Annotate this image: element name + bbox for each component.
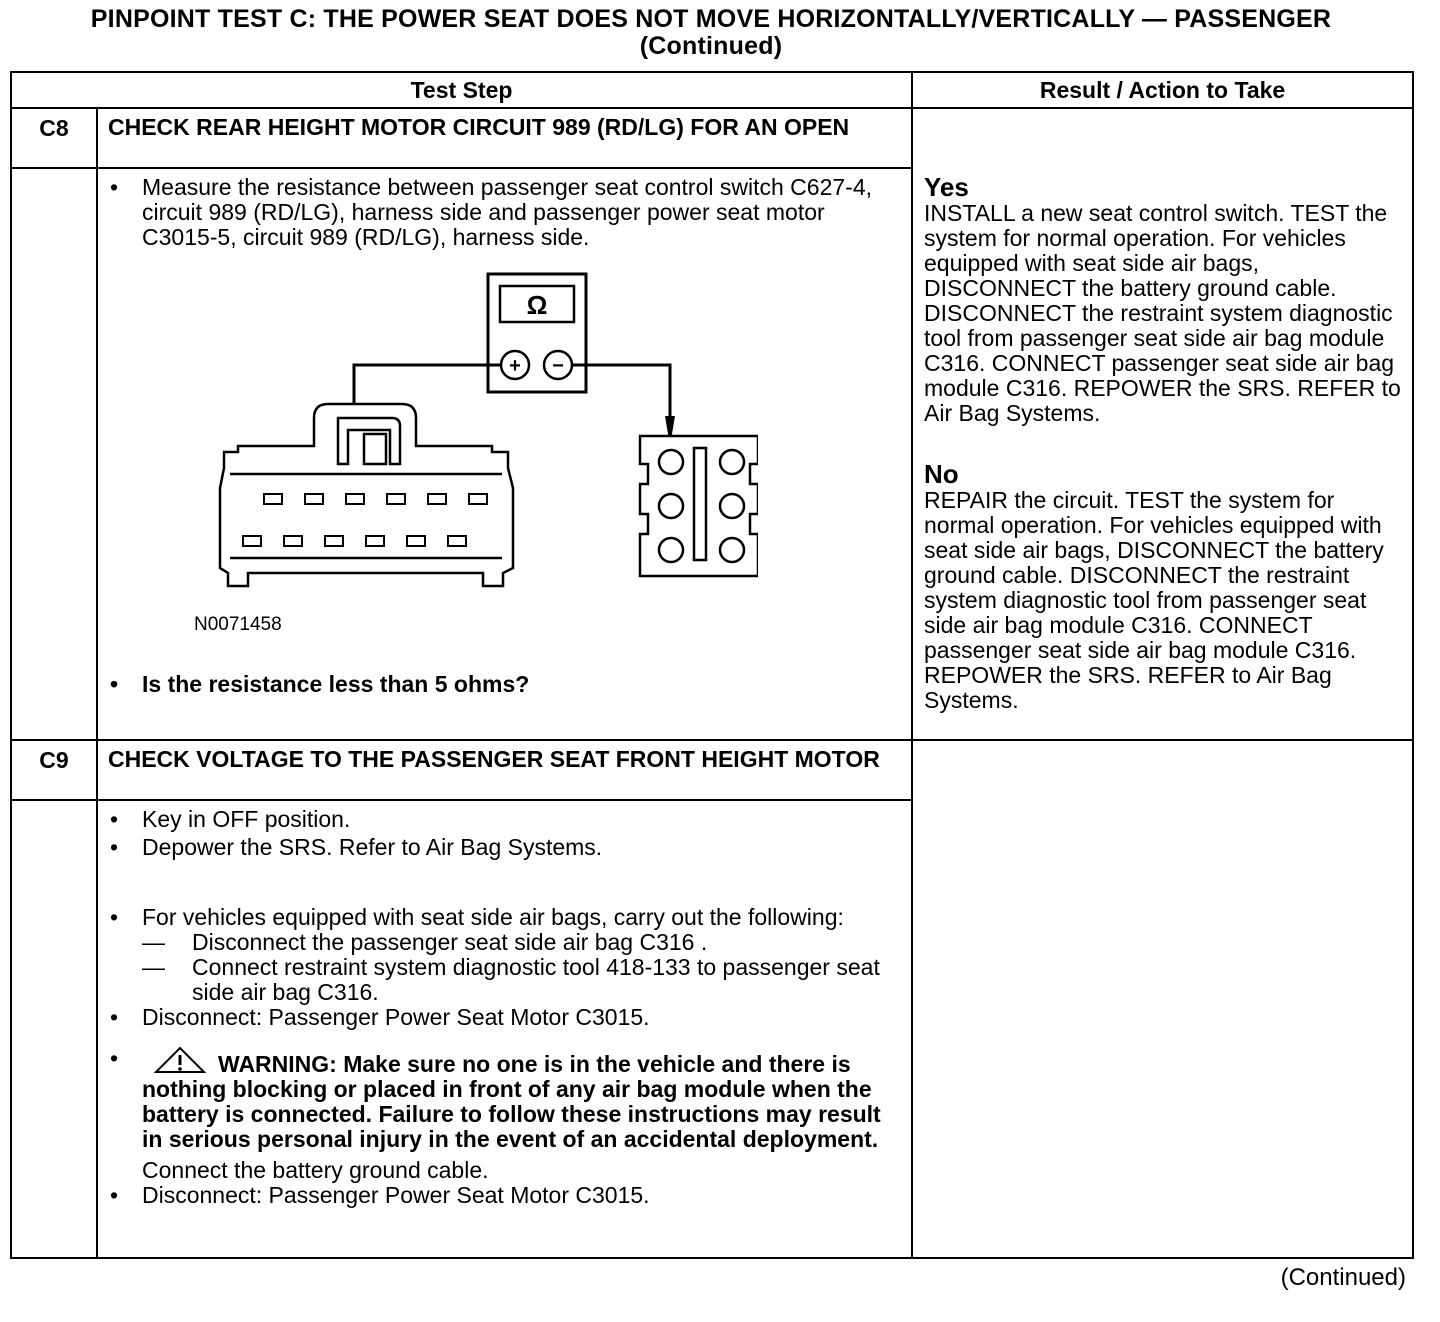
plus-terminal-label: + <box>509 355 521 377</box>
figure-id: N0071458 <box>194 614 282 635</box>
step-title-c8: CHECK REAR HEIGHT MOTOR CIRCUIT 989 (RD/LG) FOR AN OPEN <box>97 108 912 168</box>
continued-footer: (Continued) <box>1280 1264 1406 1291</box>
title-line-1: PINPOINT TEST C: THE POWER SEAT DOES NOT MOVE HORIZONTALLY/VERTICALLY — PASSENGER <box>90 5 1332 33</box>
result-cell-c8 <box>912 108 1413 740</box>
step-body-c8 <box>97 168 912 740</box>
c9-bullet-3 <box>98 905 903 1005</box>
no-text: REPAIR the circuit. TEST the system for normal operation. For vehicles equipped with seat side air bags, DISCONNECT the battery ground cable. DISCONNECT the restraint system diagnostic tool from passenger seat side air bag module C316. CONNECT passenger seat side air bag module C316. REPOWER the SRS. REFER to Air Bag Systems. <box>924 487 1384 713</box>
yes-heading: Yes <box>924 172 969 202</box>
warning-text: WARNING: Make sure no one is in the vehicle and there is nothing blocking or placed in front of any air bag module when the battery is connected. Failure to follow these instructions may result in serious personal injury in the event of an accidental deployment. <box>142 1051 881 1152</box>
warning-triangle-icon <box>154 1046 206 1074</box>
motor-connector-c3015-icon <box>640 436 758 576</box>
c9-dash-1: — Disconnect the passenger seat side air bag C316 . <box>142 930 903 955</box>
step-id-c8: C8 <box>11 108 97 168</box>
warning-block <box>142 1046 903 1152</box>
ohmmeter-icon <box>488 274 586 392</box>
step-body-c9 <box>97 800 912 1258</box>
minus-terminal-label: − <box>552 355 564 377</box>
step-id-blank-c8 <box>11 168 97 740</box>
c9-bullet-3-text: For vehicles equipped with seat side air bags, carry out the following: <box>142 904 844 930</box>
step-id-blank-c9 <box>11 800 97 1258</box>
c9-bullet-2: • Depower the SRS. Refer to Air Bag Systems. <box>98 835 903 860</box>
c9-warning-item <box>98 1046 903 1183</box>
step-id-c9: C9 <box>11 740 97 800</box>
result-cell-c9 <box>912 740 1413 1258</box>
pinpoint-test-table <box>10 71 1414 1259</box>
no-heading: No <box>924 459 959 489</box>
step-title-c9: CHECK VOLTAGE TO THE PASSENGER SEAT FRONT HEIGHT MOTOR <box>97 740 912 800</box>
header-test-step: Test Step <box>11 72 912 108</box>
ohm-symbol: Ω <box>526 290 548 320</box>
c8-question: • Is the resistance less than 5 ohms? <box>98 672 903 697</box>
c9-bullet-1: • Key in OFF position. <box>98 807 903 832</box>
after-warning-text: Connect the battery ground cable. <box>142 1157 489 1183</box>
header-result: Result / Action to Take <box>912 72 1413 108</box>
c8-measure-item: • Measure the resistance between passenger seat control switch C627-4, circuit 989 (RD/LG), harness side and passenger power seat motor C3015-5, circuit 989 (RD/LG), harness side. <box>98 175 903 250</box>
title-line-2: (Continued) <box>639 32 783 60</box>
c9-dash-2: — Connect restraint system diagnostic tool 418-133 to passenger seat side air bag C316. <box>142 955 903 1005</box>
c9-bullet-4: • Disconnect: Passenger Power Seat Motor C3015. <box>98 1005 903 1030</box>
c9-bullet-5: • Disconnect: Passenger Power Seat Motor C3015. <box>98 1183 903 1208</box>
resistance-measurement-diagram <box>138 268 758 658</box>
page-title <box>0 6 1422 60</box>
yes-text: INSTALL a new seat control switch. TEST the system for normal operation. For vehicles equipped with seat side air bags, DISCONNECT the battery ground cable. DISCONNECT the restraint system diagnostic tool from passenger seat side air bag module C316. CONNECT passenger seat side air bag module C316. REPOWER the SRS. REFER to Air Bag Systems. <box>924 200 1401 426</box>
